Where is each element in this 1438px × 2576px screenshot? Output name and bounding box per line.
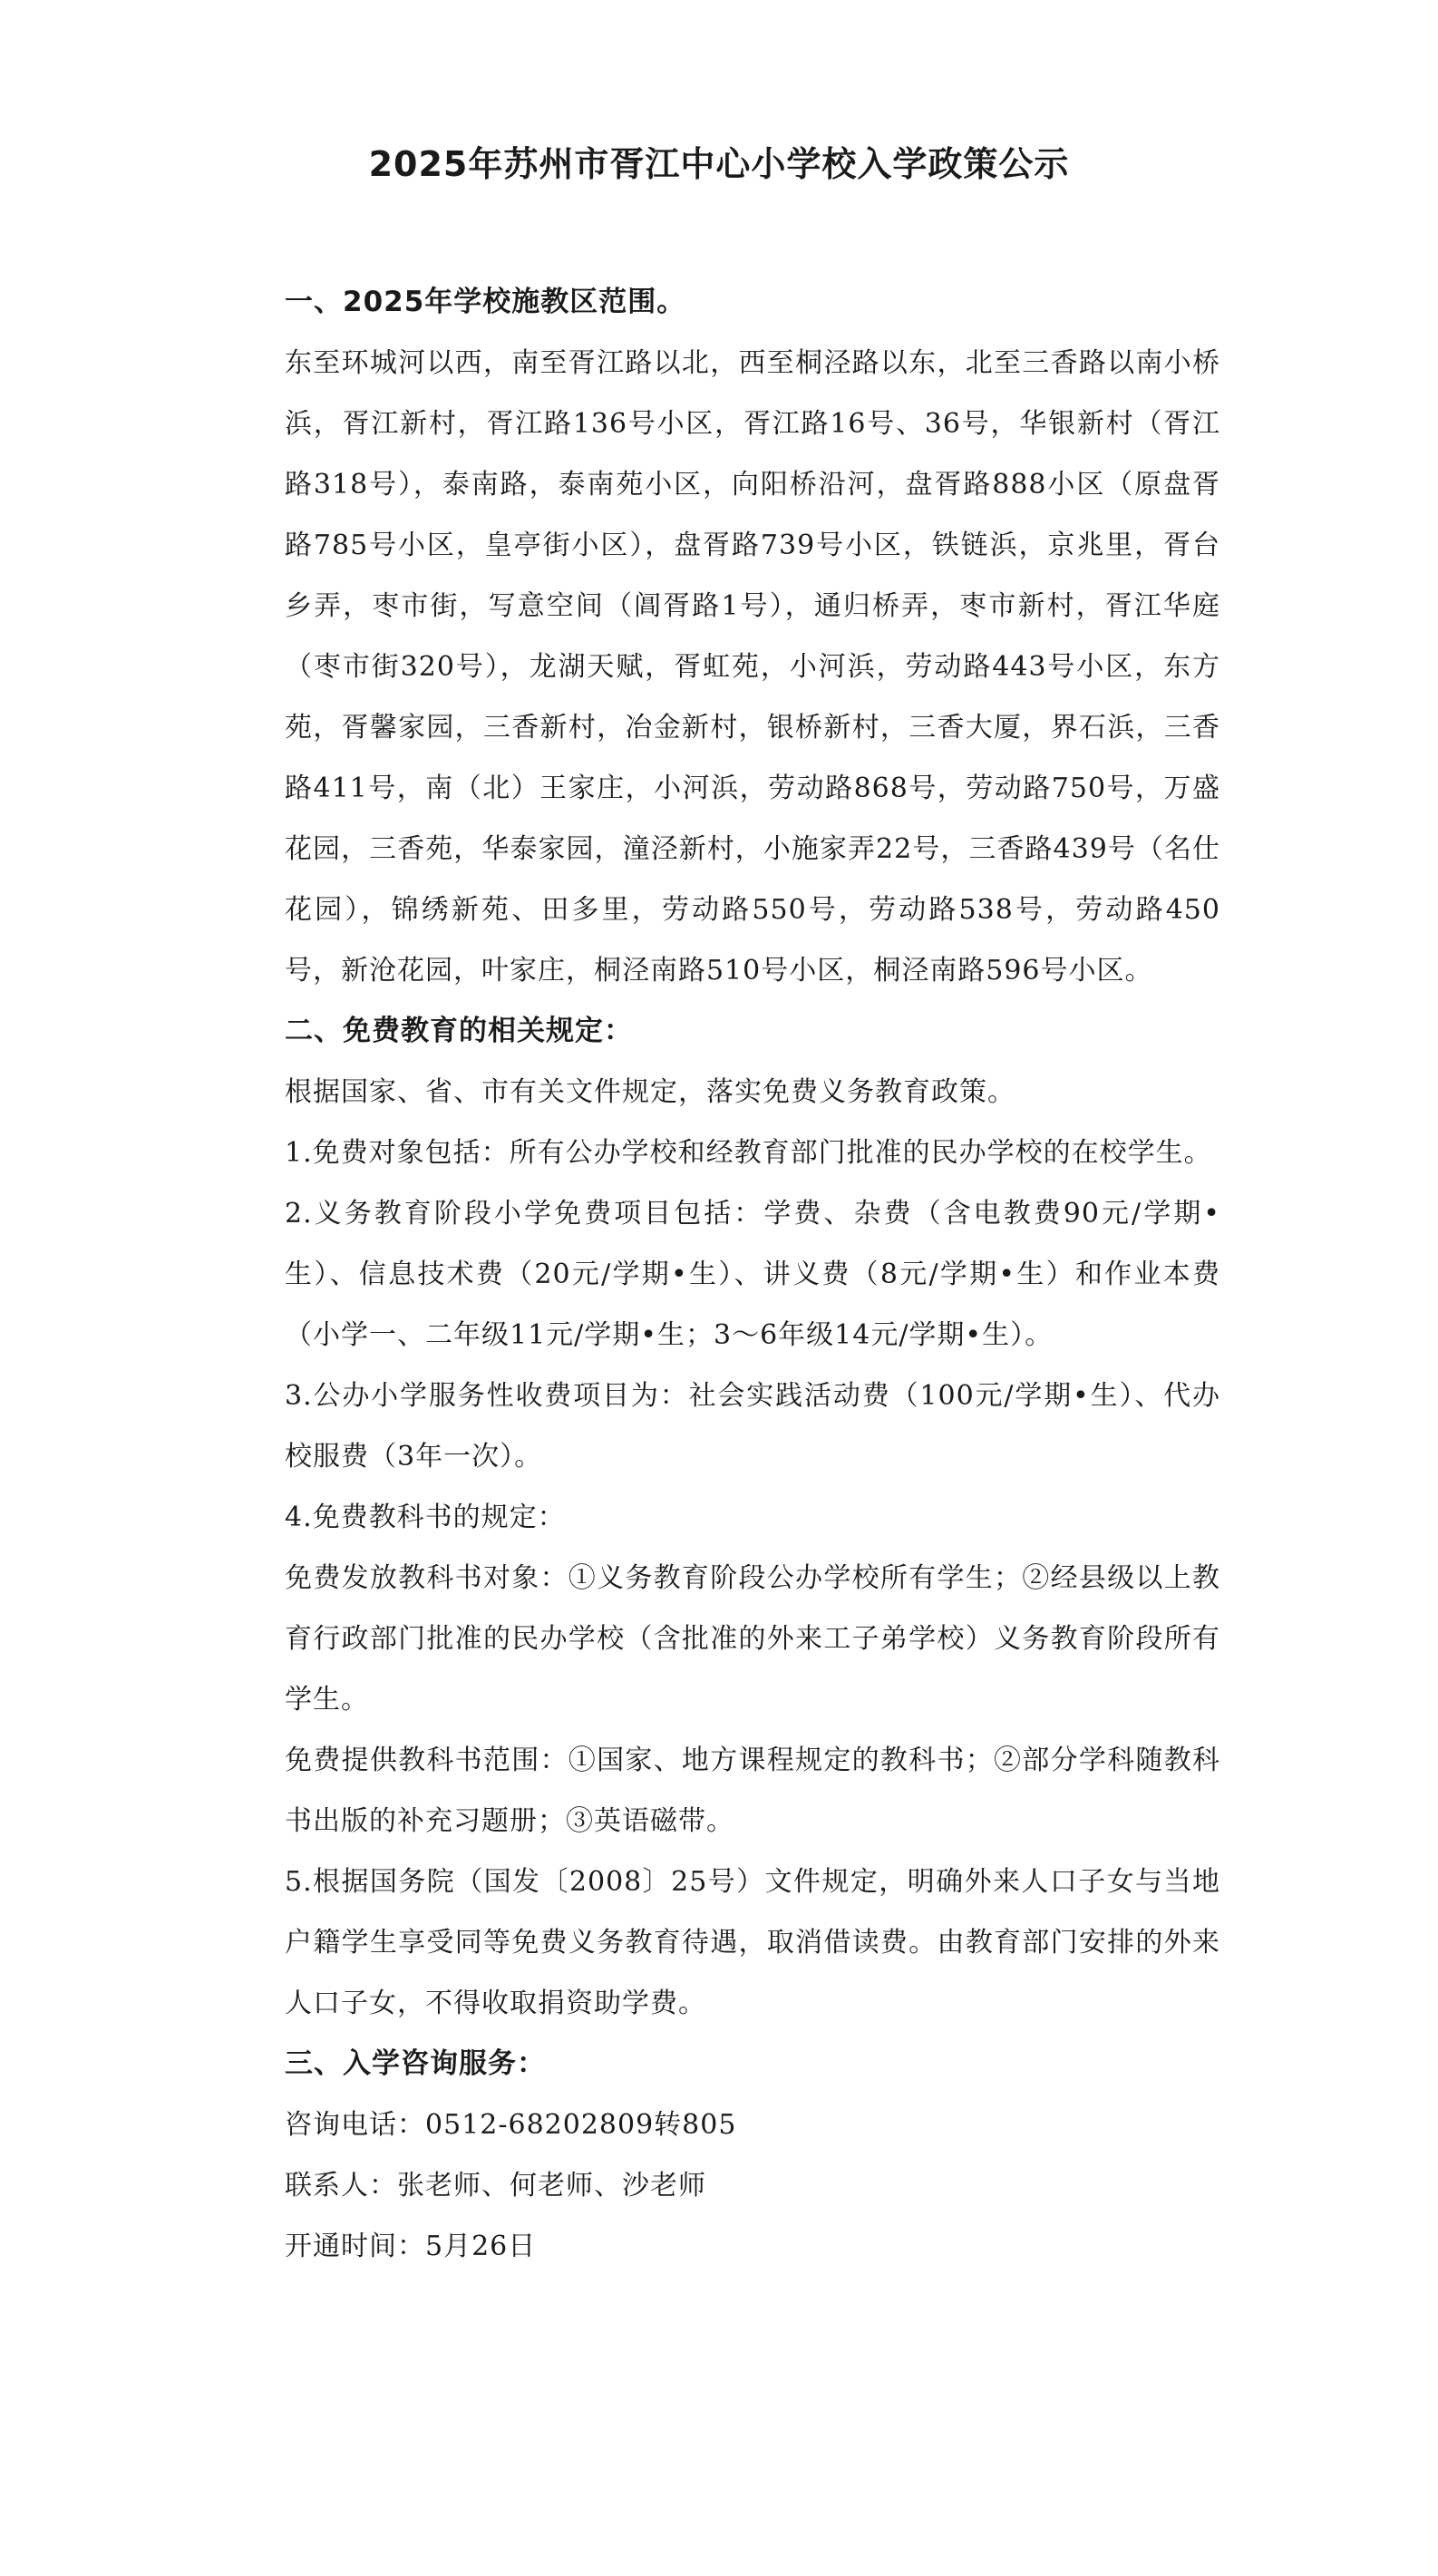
policy-item-free-recipients: 1.免费对象包括：所有公办学校和经教育部门批准的民办学校的在校学生。: [285, 1137, 1212, 1169]
policy-item-service-fees: 3.公办小学服务性收费项目为：社会实践活动费（100元/学期•生）、代办校服费（3年一次）。: [285, 1380, 1220, 1473]
section-free-education: [285, 1001, 1220, 2034]
section-heading: 二、免费教育的相关规定：: [285, 1015, 633, 1047]
policy-item-textbook-rules: 4.免费教科书的规定：: [285, 1502, 566, 1533]
consultation-contacts: 联系人：张老师、何老师、沙老师: [285, 2170, 706, 2202]
document-body: [285, 272, 1220, 2277]
document-title: 2025年苏州市胥江中心小学校入学政策公示: [368, 144, 1070, 184]
enrollment-area-paragraph: 东至环城河以西，南至胥江路以北，西至桐泾路以东，北至三香路以南小桥浜，胥江新村，胥江路136号小区，胥江路16号、36号，华银新村（胥江路318号），泰南路，泰南苑小区，向阳桥沿河，盘胥路888小区（原盘胥路785号小区，皇亭街小区），盘胥路739号小区，铁链浜，京兆里，胥台乡弄，枣市街，写意空间（阊胥路1号），通归桥弄，枣市新村，胥江华庭（枣市街320号），龙湖天赋，胥虹苑，小河浜，劳动路443号小区，东方苑，胥馨家园，三香新村，冶金新村，银桥新村，三香大厦，界石浜，三香路411号，南（北）王家庄，小河浜，劳动路868号，劳动路750号，万盛花园，三香苑，华泰家园，潼泾新村，小施家弄22号，三香路439号（名仕花园），锦绣新苑、田多里，劳动路550号，劳动路538号，劳动路450号，新沧花园，叶家庄，桐泾南路510号小区，桐泾南路596号小区。: [285, 347, 1220, 987]
free-education-intro: 根据国家、省、市有关文件规定，落实免费义务教育政策。: [285, 1076, 1015, 1108]
section-enrollment-area: [285, 272, 1220, 1001]
consultation-phone: 咨询电话：0512-68202809转805: [285, 2109, 737, 2141]
section-heading: 一、2025年学校施教区范围。: [285, 286, 686, 318]
policy-item-textbook-recipients: 免费发放教科书对象：①义务教育阶段公办学校所有学生；②经县级以上教育行政部门批准的民办学校（含批准的外来工子弟学校）义务教育阶段所有学生。: [285, 1562, 1220, 1716]
section-heading: 三、入学咨询服务：: [285, 2047, 546, 2080]
consultation-open-date: 开通时间：5月26日: [285, 2231, 537, 2262]
section-consultation: [285, 2034, 1220, 2277]
policy-item-textbook-scope: 免费提供教科书范围：①国家、地方课程规定的教科书；②部分学科随教科书出版的补充习题册；③英语磁带。: [285, 1745, 1220, 1837]
policy-item-migrant-children: 5.根据国务院（国发〔2008〕25号）文件规定，明确外来人口子女与当地户籍学生享受同等免费义务教育待遇，取消借读费。由教育部门安排的外来人口子女，不得收取捐资助学费。: [285, 1866, 1220, 2019]
policy-item-free-fees: 2.义务教育阶段小学免费项目包括：学费、杂费（含电教费90元/学期•生）、信息技术费（20元/学期•生）、讲义费（8元/学期•生）和作业本费（小学一、二年级11元/学期•生；3～6年级14元/学期•生）。: [285, 1198, 1220, 1351]
